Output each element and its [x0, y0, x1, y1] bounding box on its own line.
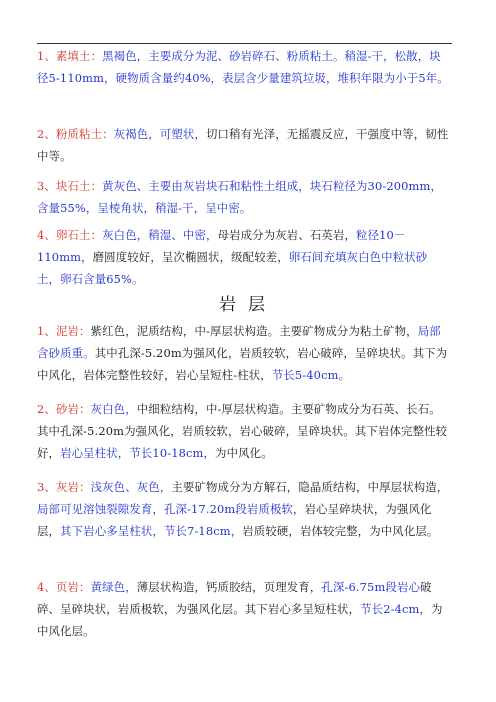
rock-item-number: 3、: [37, 480, 56, 494]
rock-layer-name: 灰岩：: [55, 480, 91, 494]
soil-description-text: 黑褐色，主要成分为泥、砂岩碎石、粉质粘土。: [102, 49, 345, 63]
soil-layer-name: 块石土：: [55, 179, 103, 193]
rock-description-text: 岩心呈柱状，节长10-18cm，: [60, 446, 216, 460]
soil-paragraph: [37, 175, 450, 219]
rock-description-text: 紫红色，泥质结构，中-厚层状构造。主要矿物成分为粘土矿物，: [90, 324, 418, 338]
rock-description-text: 孔深-6.75m段岩心: [321, 580, 421, 594]
soil-item-number: 3、: [37, 179, 56, 193]
rock-item-number: 4、: [37, 580, 56, 594]
rock-layer-name: 砂岩：: [55, 402, 91, 416]
rock-description-text: 为中风化。: [215, 446, 273, 460]
soil-paragraph: [37, 45, 450, 89]
rock-description-text: 为中风化层。: [37, 602, 443, 638]
rock-description-text: 节长2-4cm，: [360, 602, 432, 616]
rock-paragraph: [37, 320, 450, 386]
soil-layer-name: 素填土：: [55, 49, 103, 63]
soil-item-number: 1、: [37, 49, 56, 63]
rock-description-text: 其中孔深-5.20m为强风化，岩质较软，岩心破碎，呈碎块状。其下为中风化，岩体完整性较好，岩心呈短柱-柱状，: [37, 346, 448, 382]
rock-description-text: 其下岩心多呈柱状，节长7-18cm，: [60, 524, 243, 538]
soil-description-text: 粒径10－110mm，: [37, 228, 406, 264]
rock-paragraph: [37, 476, 450, 542]
soil-description-text: 灰白色，稍湿、中密，: [102, 228, 218, 242]
rock-description-text: 局部含砂质重。: [37, 324, 441, 360]
soil-paragraph: [37, 123, 450, 167]
rock-layer-name: 泥岩：: [55, 324, 91, 338]
soil-item-number: 4、: [37, 228, 56, 242]
soil-description-text: 切口稍有光泽，无摇震反应，干强度中等，韧性中等。: [37, 127, 449, 163]
rock-description-text: 岩质较硬，岩体较完整，为中风化层。: [242, 524, 439, 538]
rock-layer-name: 页岩：: [55, 580, 91, 594]
rock-paragraph: [37, 398, 450, 464]
soil-description-text: 稍湿-干，松散，块径5-110mm，硬物质含量约40%，表层含少量建筑垃圾，堆积年限为小于5年。: [37, 49, 449, 85]
soil-layer-name: 卵石土：: [55, 228, 103, 242]
rock-description-text: 浅灰色、灰色，: [90, 480, 172, 494]
rock-description-text: 岩心呈碎块状，为强风化层，: [37, 502, 432, 538]
soil-description-text: 母岩成分为灰岩、石英岩，: [217, 228, 357, 242]
rock-description-text: 中细粒结构，中-厚层状构造。主要矿物成分为石英、长石。其中孔深-5.20m为强风化，岩质较软，岩心破碎，呈碎块状。其下岩体完整性较好，: [37, 402, 448, 460]
rock-description-text: 主要矿物成分为方解石，隐晶质结构，中厚层状构造，: [171, 480, 449, 494]
rock-description-text: 节长5-40cm。: [271, 368, 351, 382]
rock-description-text: 薄层状构造，钙质胶结，页理发育，: [136, 580, 322, 594]
rock-description-text: 破碎、呈碎块状，岩质极软，为强风化层。其下岩心多呈短柱状，: [37, 580, 432, 616]
rock-description-text: 灰白色，: [90, 402, 137, 416]
soil-description-text: 黄灰色、主要由灰岩块石和粘性土组成，块石粒径为30-200mm，含量55%，呈棱角状，稍湿-干，呈中密。: [37, 179, 442, 215]
soil-paragraph: [37, 224, 450, 290]
soil-description-text: 灰褐色，可塑状，: [113, 127, 206, 141]
soil-description-text: 磨圆度较好，呈次椭圆状，级配较差，: [92, 250, 289, 264]
rock-paragraph: [37, 576, 450, 642]
soil-layer-name: 粉质粘土：: [55, 127, 114, 141]
header-rule: [37, 43, 452, 44]
rock-item-number: 1、: [37, 324, 56, 338]
rock-item-number: 2、: [37, 402, 56, 416]
rock-description-text: 黄绿色，: [90, 580, 137, 594]
rock-section-heading: 岩层: [219, 295, 277, 315]
soil-item-number: 2、: [37, 127, 56, 141]
soil-description-text: 卵石间充填灰白色中粒状砂土，卵石含量65%。: [37, 250, 428, 286]
rock-description-text: 局部可见溶蚀裂隙发育，孔深-17.20m段岩质极软，: [37, 502, 305, 516]
